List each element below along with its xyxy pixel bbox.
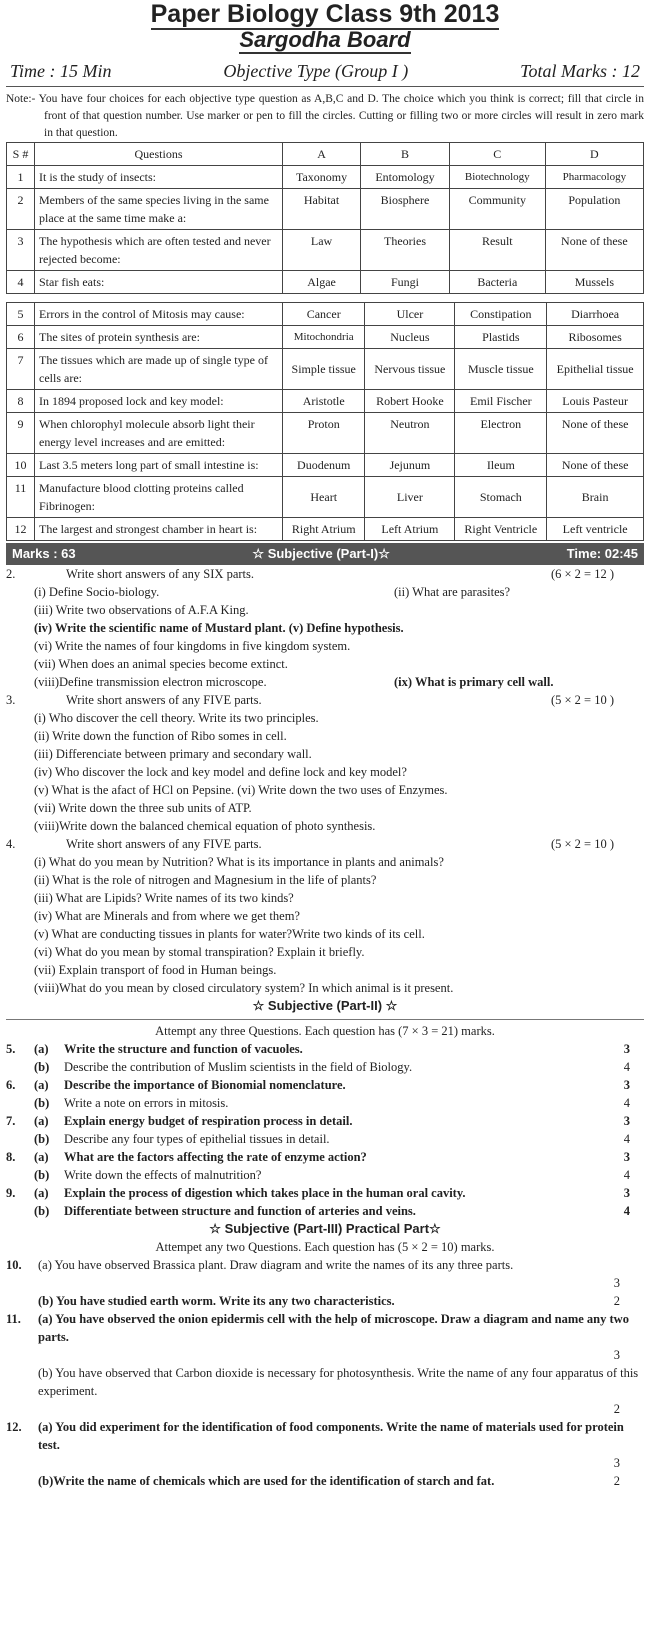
mcq-row: 11 Manufacture blood clotting proteins called Fibrinogen: Heart Liver Stomach Brain	[7, 477, 644, 518]
header-a: A	[283, 143, 361, 166]
list-item: 12. (a) You did experiment for the identification of food components. Write the name of materials used for protein test.	[6, 1420, 624, 1452]
list-item: (viii)Define transmission electron microscope. (ix) What is primary cell wall.	[34, 675, 554, 689]
question-4-parts	[6, 853, 644, 997]
list-item: (iii) Differenciate between primary and secondary wall.	[34, 747, 312, 761]
list-item: (iii) Write two observations of A.F.A King.	[34, 603, 249, 617]
list-item: (viii)What do you mean by closed circulatory system? In which animal is it present.	[34, 981, 454, 995]
mcq-row: 2 Members of the same species living in the same place at the same time make a: Habitat Biosphere Community Population	[7, 189, 644, 230]
list-item: 6. (a) Describe the importance of Bionomial nomenclature. 3	[6, 1078, 630, 1092]
paper-title: Paper Biology Class 9th 2013	[150, 0, 500, 28]
list-item: (i) Define Socio-biology. (ii) What are parasites?	[34, 585, 511, 599]
mcq-row: 6 The sites of protein synthesis are: Mitochondria Nucleus Plastids Ribosomes	[7, 326, 644, 349]
paper-meta	[6, 57, 644, 87]
part3-instructions: Attempet any two Questions. Each question has (5 × 2 = 10) marks.	[155, 1240, 495, 1254]
header-question: Questions	[35, 143, 283, 166]
question-3-parts	[6, 709, 644, 835]
question-2-heading: 2. Write short answers of any SIX parts. (6 × 2 = 12 )	[6, 567, 614, 581]
mcq-row: 7 The tissues which are made up of single type of cells are: Simple tissue Nervous tissue Muscle tissue Epithelial tissue	[7, 349, 644, 390]
list-item: (i) What do you mean by Nutrition? What is its importance in plants and animals?	[34, 855, 444, 869]
list-item: (vi) What do you mean by stomal transpiration? Explain it briefly.	[34, 945, 365, 959]
list-item: (b) Describe any four types of epithelial tissues in detail. 4	[34, 1132, 630, 1146]
list-item: (vi) Write the names of four kingdoms in five kingdom system.	[34, 639, 351, 653]
mcq-row: 8 In 1894 proposed lock and key model: Aristotle Robert Hooke Emil Fischer Louis Pasteur	[7, 390, 644, 413]
header-c: C	[449, 143, 545, 166]
mcq-row: 3 The hypothesis which are often tested and never rejected become: Law Theories Result None of these	[7, 230, 644, 271]
list-item: (ii) Write down the function of Ribo somes in cell.	[34, 729, 287, 743]
list-item: (b) Describe the contribution of Muslim scientists in the field of Biology. 4	[34, 1060, 630, 1074]
list-item: (b) Differentiate between structure and function of arteries and veins. 4	[34, 1204, 630, 1218]
list-item: (v) What are conducting tissues in plants for water?Write two kinds of its cell.	[34, 927, 425, 941]
mcq-row: 9 When chlorophyl molecule absorb light their energy level increases and are emitted: Proton Neutron Electron None of these	[7, 413, 644, 454]
list-item: 11. (a) You have observed the onion epidermis cell with the help of microscope. Draw a diagram and name any two parts.	[6, 1312, 629, 1344]
question-3-heading: 3. Write short answers of any FIVE parts. (5 × 2 = 10 )	[6, 693, 614, 707]
list-item: (iv) What are Minerals and from where we get them?	[34, 909, 300, 923]
subjective-part3-title: ☆ Subjective (Part-III) Practical Part☆	[209, 1221, 441, 1236]
list-item: (ii) What is the role of nitrogen and Magnesium in the life of plants?	[34, 873, 377, 887]
list-item: (b) You have observed that Carbon dioxide is necessary for photosynthesis. Write the name of any four apparatus of this experiment.	[38, 1366, 639, 1398]
list-item: (vii) Write down the three sub units of ATP.	[34, 801, 252, 815]
mcq-row: 12 The largest and strongest chamber in heart is: Right Atrium Left Atrium Right Ventricle Left ventricle	[7, 518, 644, 541]
list-item: (b) Write down the effects of malnutrition? 4	[34, 1168, 630, 1182]
mcq-table-1	[6, 142, 644, 294]
section-title: ☆ Subjective (Part-I)☆	[252, 546, 390, 561]
time-label: Time : 15 Min	[10, 61, 112, 81]
mcq-row: 4 Star fish eats: Algae Fungi Bacteria Mussels	[7, 271, 644, 294]
list-item: (b) Write a note on errors in mitosis. 4	[34, 1096, 630, 1110]
part2-questions	[6, 1040, 644, 1220]
marks-label: Marks : 63	[12, 546, 76, 561]
header-b: B	[361, 143, 450, 166]
total-marks-label: Total Marks : 12	[520, 61, 640, 81]
list-item: (viii)Write down the balanced chemical equation of photo synthesis.	[34, 819, 376, 833]
mcq-row: 10 Last 3.5 meters long part of small intestine is: Duodenum Jejunum Ileum None of these	[7, 454, 644, 477]
time-label: Time: 02:45	[566, 546, 638, 561]
subjective-part1-bar	[6, 543, 644, 565]
list-item: (b) You have studied earth worm. Write its any two characteristics. 2	[38, 1294, 620, 1308]
list-item: 9. (a) Explain the process of digestion which takes place in the human oral cavity. 3	[6, 1186, 630, 1200]
part2-instructions: Attempt any three Questions. Each question has (7 × 3 = 21) marks.	[155, 1024, 495, 1038]
list-item: (i) Who discover the cell theory. Write its two principles.	[34, 711, 319, 725]
list-item: 7. (a) Explain energy budget of respiration process in detail. 3	[6, 1114, 630, 1128]
list-item: 10. (a) You have observed Brassica plant. Draw diagram and write the names of its any three parts.	[6, 1258, 514, 1272]
type-label: Objective Type (Group I )	[223, 61, 409, 81]
board-name: Sargodha Board	[239, 27, 411, 52]
mcq-row: 1 It is the study of insects: Taxonomy Entomology Biotechnology Pharmacology	[7, 166, 644, 189]
list-item: (iv) Write the scientific name of Mustard plant. (v) Define hypothesis.	[34, 621, 404, 635]
mcq-table-2	[6, 302, 644, 541]
list-item: (vii) When does an animal species become extinct.	[34, 657, 288, 671]
question-4-heading: 4. Write short answers of any FIVE parts. (5 × 2 = 10 )	[6, 837, 614, 851]
subjective-part2-title: ☆ Subjective (Part-II) ☆	[252, 998, 398, 1013]
list-item: (v) What is the afact of HCl on Pepsine. (vi) Write down the two uses of Enzymes.	[34, 783, 448, 797]
list-item: (iii) What are Lipids? Write names of its two kinds?	[34, 891, 294, 905]
mcq-row: 5 Errors in the control of Mitosis may cause: Cancer Ulcer Constipation Diarrhoea	[7, 303, 644, 326]
header-sn: S #	[7, 143, 35, 166]
instructions-note: Note:- You have four choices for each objective type question as A,B,C and D. The choice which you think is correct; fill that circle in front of that question number. Use marker or pen to fill the circles. Cutting or filling two or more circles will result in zero mark in that question.	[6, 93, 644, 139]
part3-questions: 10. (a) You have observed Brassica plant. Draw diagram and write the names of its any three parts. 3 (b) You have studied earth worm. Write its any two characteristics. 2 11. (a) You have observed the onion epidermis cell with the help of microscope. Draw a diagram and name any two parts. 3 (b) You have observed that Carbon dioxide is necessary for photosynthesis. Write the name of any four apparatus of this experiment. 2 12. (a) You did experiment for the identification of food components. Write the name of materials used for protein test. 3 (b)Write the name of chemicals which are used for the identification of starch and fat. 2	[6, 1256, 644, 1490]
question-2-parts	[6, 583, 644, 691]
header-d: D	[545, 143, 643, 166]
list-item: (iv) Who discover the lock and key model and define lock and key model?	[34, 765, 407, 779]
list-item: (vii) Explain transport of food in Human beings.	[34, 963, 277, 977]
list-item: 5. (a) Write the structure and function of vacuoles. 3	[6, 1042, 630, 1056]
list-item: 8. (a) What are the factors affecting the rate of enzyme action? 3	[6, 1150, 630, 1164]
list-item: (b)Write the name of chemicals which are used for the identification of starch and fat. 2	[38, 1474, 620, 1488]
